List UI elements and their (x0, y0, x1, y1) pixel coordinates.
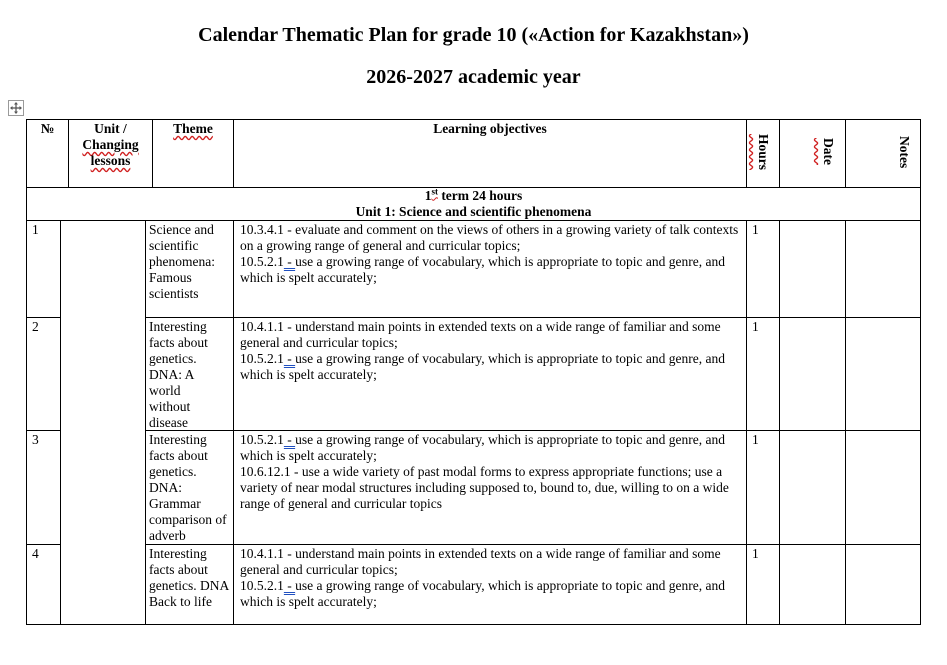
objective-text: use a wide variety of past modal forms to express appropriate functions; use a variety of near modal structures including supposed to, bound to, due, willing to on a wide range of general and curricular topics (240, 464, 729, 511)
objective (240, 432, 744, 464)
row-2-theme: Interesting facts about genetics. DNA: A world without disease (149, 319, 208, 430)
objective-separator: - (283, 578, 296, 593)
objective-text: use a growing range of vocabulary, which is appropriate to topic and genre, and which is spelt accurately; (240, 351, 725, 382)
document-title: Calendar Thematic Plan for grade 10 («Action for Kazakhstan») (198, 24, 749, 46)
objective-code: 10.4.1.1 (240, 319, 284, 334)
term-heading (27, 188, 920, 204)
objective (240, 254, 744, 286)
term-ordinal: st (431, 186, 438, 197)
row-3-objectives (240, 432, 744, 512)
row-2-objectives (240, 319, 744, 383)
header-objectives-label: Learning objectives (433, 121, 547, 136)
objective-separator: - (283, 351, 296, 366)
objective-text: use a growing range of vocabulary, which is appropriate to topic and genre, and which is spelt accurately; (240, 432, 725, 463)
objective-text: use a growing range of vocabulary, which is appropriate to topic and genre, and which is spelt accurately; (240, 254, 725, 285)
objective-separator: - (283, 319, 296, 334)
objective-code: 10.4.1.1 (240, 546, 284, 561)
header-unit-line3: lessons (90, 153, 131, 168)
header-number: № (40, 121, 55, 136)
row-4-hours: 1 (752, 546, 759, 561)
move-arrows-icon (9, 101, 23, 115)
header-hours: Hours (756, 134, 771, 171)
objective-code: 10.5.2.1 (240, 432, 284, 447)
row-4-theme: Interesting facts about genetics. DNA Back to life (149, 546, 229, 609)
row-1-objectives (240, 222, 744, 286)
objective-separator: - (283, 254, 296, 269)
objective-separator: - (290, 464, 302, 479)
row-1-number: 1 (32, 222, 39, 237)
header-theme-label: Theme (173, 121, 213, 136)
row-3-hours: 1 (752, 432, 759, 447)
objective-separator: - (283, 546, 296, 561)
objective (240, 222, 744, 254)
row-1-theme: Science and scientific phenomena: Famous scientists (149, 222, 215, 301)
objective-code: 10.5.2.1 (240, 578, 284, 593)
objective-code: 10.5.2.1 (240, 254, 284, 269)
header-theme (153, 121, 233, 137)
objective (240, 319, 744, 351)
objective-text: use a growing range of vocabulary, which is appropriate to topic and genre, and which is spelt accurately; (240, 578, 725, 609)
row-1-hours: 1 (752, 222, 759, 237)
objective (240, 546, 744, 578)
objective (240, 351, 744, 383)
header-notes: Notes (897, 136, 912, 169)
objective-text: evaluate and comment on the views of others in a growing variety of talk contexts on a growing range of general and curricular topics; (240, 222, 739, 253)
header-objectives (234, 121, 746, 137)
objective-code: 10.5.2.1 (240, 351, 284, 366)
row-3-theme: Interesting facts about genetics. DNA: Grammar comparison of adverb (149, 432, 227, 543)
header-unit-line2: Changing (82, 137, 139, 152)
term-hours: term 24 hours (437, 188, 523, 203)
row-4-number: 4 (32, 546, 39, 561)
row-4-objectives (240, 546, 744, 610)
objective-separator: - (283, 222, 296, 237)
row-2-hours: 1 (752, 319, 759, 334)
row-3-number: 3 (32, 432, 39, 447)
header-unit (69, 121, 152, 169)
term-number: 1 (424, 188, 432, 203)
objective-text: understand main points in extended texts on a wide range of familiar and some general and curricular topics; (240, 319, 721, 350)
objective (240, 464, 744, 512)
header-unit-line1: Unit / (94, 121, 127, 136)
academic-year: 2026-2027 academic year (366, 66, 581, 88)
objective-text: understand main points in extended texts on a wide range of familiar and some general and curricular topics; (240, 546, 721, 577)
row-2-number: 2 (32, 319, 39, 334)
objective-code: 10.3.4.1 (240, 222, 284, 237)
unit-heading: Unit 1: Science and scientific phenomena (355, 204, 592, 219)
objective-separator: - (283, 432, 296, 447)
header-date: Date (821, 138, 836, 165)
table-move-handle[interactable] (8, 100, 24, 116)
objective (240, 578, 744, 610)
objective-code: 10.6.12.1 (240, 464, 291, 479)
